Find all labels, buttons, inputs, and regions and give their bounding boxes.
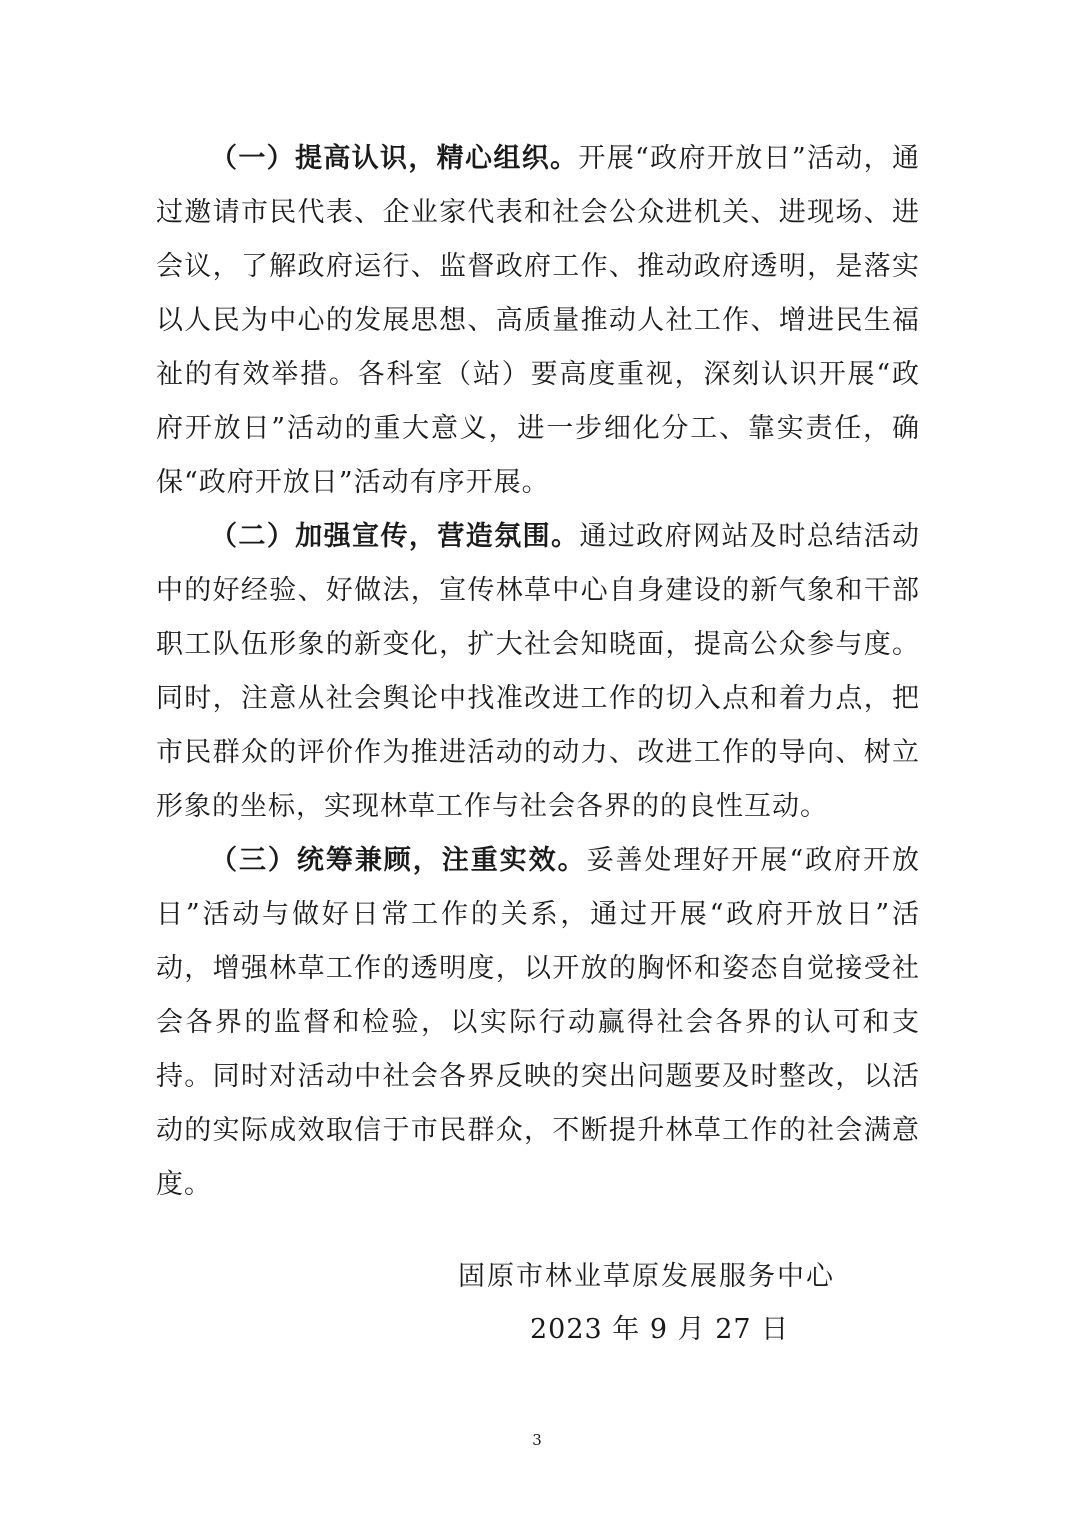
issue-date: 2023 年 9 月 27 日 [530,1314,790,1345]
paragraph-2 [156,510,920,834]
paragraph-3-heading: （三）统筹兼顾，注重实效。 [210,845,587,876]
paragraph-2-text: 通过政府网站及时总结活动中的好经验、好做法，宣传林草中心自身建设的新气象和干部职工队伍形象的新变化，扩大社会知晓面，提高公众参与度。同时，注意从社会舆论中找准改进工作的切入点和着力点，把市民群众的评价作为推进活动的动力、改进工作的导向、树立形象的坐标，实现林草工作与社会各界的的良性互动。 [156,521,921,822]
document-body [156,132,920,1212]
paragraph-3-text: 妥善处理好开展“政府开放日”活动与做好日常工作的关系，通过开展“政府开放日”活动，增强林草工作的透明度，以开放的胸怀和姿态自觉接受社会各界的监督和检验，以实际行动赢得社会各界的认可和支持。同时对活动中社会各界反映的突出问题要及时整改，以活动的实际成效取信于市民群众，不断提升林草工作的社会满意度。 [156,845,920,1200]
paragraph-2-heading: （二）加强宣传，营造氛围。 [210,521,580,552]
paragraph-1 [156,132,920,510]
paragraph-1-text: 开展“政府开放日”活动，通过邀请市民代表、企业家代表和社会公众进机关、进现场、进会议，了解政府运行、监督政府工作、推动政府透明，是落实以人民为中心的发展思想、高质量推动人社工作、增进民生福祉的有效举措。各科室（站）要高度重视，深刻认识开展“政府开放日”活动的重大意义，进一步细化分工、靠实责任，确保“政府开放日”活动有序开展。 [156,143,921,498]
paragraph-1-heading: （一）提高认识，精心组织。 [210,143,579,174]
paragraph-3 [156,834,920,1212]
page-number: 3 [532,1431,542,1449]
issuing-organization: 固原市林业草原发展服务中心 [458,1261,835,1292]
